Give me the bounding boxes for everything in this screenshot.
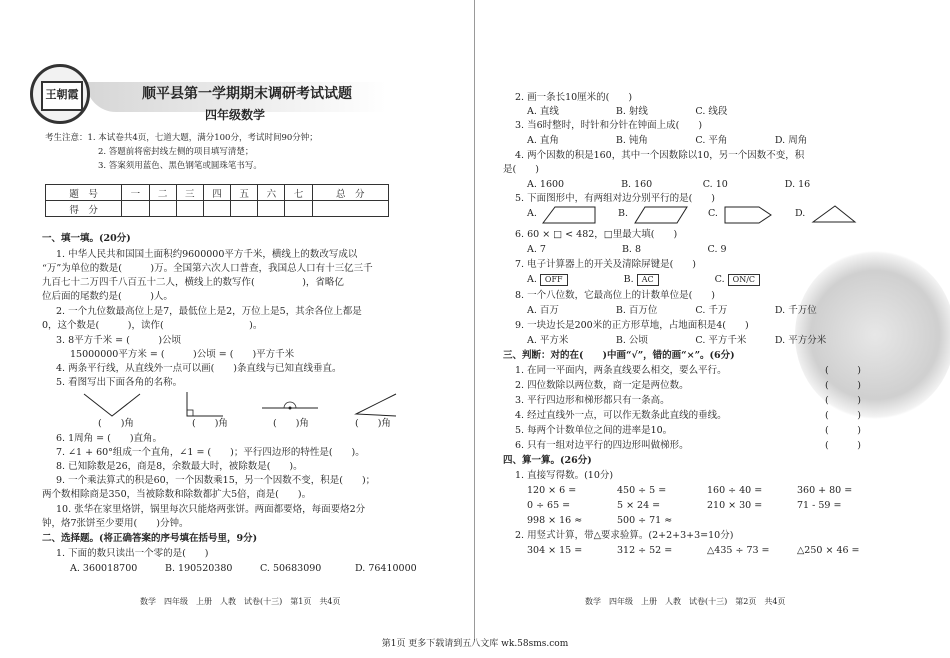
question-line: 1. 直接写得数。(10分) (515, 470, 614, 481)
option: D. 76410000 (355, 563, 417, 574)
judge-item: 4. 经过直线外一点，可以作无数条此直线的垂线。 (515, 410, 727, 421)
question-line: 8. 已知除数是26，商是8，余数最大时，被除数是( )。 (56, 461, 303, 472)
section-title: 一、填一填。(20分) (42, 233, 131, 244)
judge-item: 5. 每两个计数单位之间的进率是10。 (515, 425, 673, 436)
notice-line: 3. 答案须用蓝色、黑色钢笔或圆珠笔书写。 (98, 161, 262, 171)
publisher-logo (30, 64, 90, 124)
calc-item: 160 ÷ 40 = (707, 485, 763, 496)
ac-key: AC (637, 274, 659, 286)
question-line: 10. 张华在家里烙饼，锅里每次只能烙两张饼。两面都要烙，每面要烙2分 (56, 504, 366, 515)
page-footer: 数学 四年级 上册 人教 试卷(十三) 第2页 共4页 (585, 597, 786, 606)
question-line: 15000000平方米 = ( )公顷 = ( )平方千米 (70, 349, 295, 360)
judge-answer[interactable]: ( ) (825, 440, 861, 451)
score-header-cell: 三 (176, 185, 203, 201)
score-input-cell[interactable] (231, 201, 258, 217)
exam-subtitle: 四年级数学 (205, 108, 266, 122)
score-header-cell: 二 (149, 185, 176, 201)
score-header-cell: 一 (122, 185, 149, 201)
question-line: 两个数相除商是350，当被除数和除数都扩大5倍，商是( )。 (42, 489, 312, 500)
question-line: 1. 下面的数只读出一个零的是( ) (56, 548, 209, 559)
calc-item: 998 × 16 ≈ (527, 515, 583, 526)
question-line: 6. 60 × □ < 482，□里最大填( ) (515, 229, 678, 240)
download-notice: 第1页 更多下载请到五八文库 wk.58sms.com (381, 639, 569, 649)
score-row-label: 得 分 (46, 201, 122, 217)
option: A. (527, 208, 537, 219)
question-line: 2. 用竖式计算，带△要求验算。(2+2+3+3=10分) (515, 530, 734, 541)
calc-item: 120 × 6 = (527, 485, 577, 496)
option: D. (795, 208, 806, 219)
trapezoid-shape (541, 205, 597, 225)
option-label: A. (527, 274, 537, 285)
calc-item: 210 × 30 = (707, 500, 763, 511)
off-key: OFF (540, 274, 568, 286)
score-header-cell: 七 (285, 185, 312, 201)
option: C. 50683090 (260, 563, 322, 574)
question-line: 1. 中华人民共和国国土面积约9600000平方千米，横线上的数改写成以 (56, 249, 358, 260)
question-line: 8. 一个八位数，它最高位上的计数单位是( ) (515, 290, 715, 301)
question-line: 钟，烙7张饼至少要用( )分钟。 (42, 518, 189, 529)
vertical-calc-item: △250 × 46 = (797, 545, 860, 556)
page-footer: 数学 四年级 上册 人教 试卷(十三) 第1页 共4页 (140, 597, 341, 606)
score-input-cell[interactable] (122, 201, 149, 217)
right-page (475, 0, 950, 658)
calc-item: 5 × 24 = (617, 500, 661, 511)
judge-item: 6. 只有一组对边平行的四边形叫做梯形。 (515, 440, 689, 451)
question-line: “万”为单位的数是( )万。全国第六次人口普查，我国总人口有十三亿三千 (42, 263, 373, 274)
angle-answer: ( )角 (98, 418, 134, 429)
parallelogram-shape (633, 205, 689, 225)
pentagon-shape (723, 205, 773, 225)
score-input-cell[interactable] (149, 201, 176, 217)
question-line: 0，这个数是( )，读作( )。 (42, 320, 263, 331)
vertical-calc-item: 304 × 15 = (527, 545, 583, 556)
question-line: 5. 下面图形中，有两组对边分别平行的是( ) (515, 193, 715, 204)
question-line: 9. 一个乘法算式的积是60，一个因数乘15，另一个因数不变，积是( )； (56, 475, 376, 486)
judge-answer[interactable]: ( ) (825, 425, 861, 436)
score-input-cell[interactable] (312, 201, 388, 217)
score-input-cell[interactable] (176, 201, 203, 217)
notice-line: 考生注意：1. 本试卷共4页，七道大题，满分100分，考试时间90分钟； (45, 133, 318, 143)
right-angle-figure (185, 390, 225, 420)
option-line: A. 平方米 B. 公顷 C. 平方千米 D. 平方分米 (527, 335, 827, 346)
question-line: 4. 两个因数的积是160，其中一个因数除以10，另一个因数不变，积 (515, 150, 805, 161)
angle-answer: ( )角 (355, 418, 391, 429)
option-label: C. (714, 274, 725, 285)
option-line: A. 7 B. 8 C. 9 (527, 244, 727, 255)
vertical-calc-item: △435 ÷ 73 = (707, 545, 770, 556)
option-line: A. 直角 B. 钝角 C. 平角 D. 周角 (527, 135, 808, 146)
question-line: 2. 画一条长10厘米的( ) (515, 92, 633, 103)
question-line: 九百七十二万四千八百五十二人，横线上的数写作( )，省略亿 (42, 277, 344, 288)
judge-item: 1. 在同一平面内，两条直线要么相交，要么平行。 (515, 365, 727, 376)
judge-answer[interactable]: ( ) (825, 365, 861, 376)
score-value-row (46, 201, 389, 217)
score-header-cell: 题 号 (46, 185, 122, 201)
option: A. 360018700 (70, 563, 138, 574)
option: C. (708, 208, 718, 219)
angle-answer: ( )角 (273, 418, 309, 429)
option-line: A. 直线 B. 射线 C. 线段 (527, 106, 728, 117)
question-line: 6. 1周角 = ( )直角。 (56, 433, 163, 444)
score-header-row (46, 185, 389, 201)
exam-title: 顺平县第一学期期末调研考试试题 (142, 86, 352, 102)
judge-answer[interactable]: ( ) (825, 395, 861, 406)
option-line: A. 百万 B. 百万位 C. 千万 D. 千万位 (527, 305, 817, 316)
calc-item: 450 ÷ 5 = (617, 485, 667, 496)
question-line: 3. 当6时整时，时针和分针在钟面上成( ) (515, 120, 703, 131)
judge-answer[interactable]: ( ) (825, 380, 861, 391)
option: B. 190520380 (165, 563, 233, 574)
question-line: 2. 一个九位数最高位上是7，最低位上是2，万位上是5，其余各位上都是 (56, 306, 362, 317)
judge-item: 2. 四位数除以两位数，商一定是两位数。 (515, 380, 689, 391)
score-input-cell[interactable] (203, 201, 230, 217)
triangle-shape (811, 204, 857, 224)
onc-key: ON/C (728, 274, 760, 286)
notice-line: 2. 答题前将密封线左侧的项目填写清楚； (98, 147, 254, 157)
calc-item: 360 + 80 = (797, 485, 853, 496)
question-line: 5. 看图写出下面各角的名称。 (56, 377, 183, 388)
vertical-calc-item: 312 ÷ 52 = (617, 545, 673, 556)
score-table (45, 184, 389, 217)
question-line: 7. ∠1 + 60°组成一个直角，∠1 = ( )；平行四边形的特性是( )。 (56, 447, 365, 458)
option-line: A. 1600 B. 160 C. 10 D. 16 (527, 179, 811, 190)
calc-key-options (527, 274, 760, 286)
obtuse-angle-figure (82, 390, 142, 420)
question-line: 是( ) (503, 164, 539, 175)
judge-answer[interactable]: ( ) (825, 410, 861, 421)
section-title: 四、算一算。(26分) (503, 455, 592, 466)
calc-item: 0 ÷ 65 = (527, 500, 571, 511)
judge-item: 3. 平行四边形和梯形都只有一条高。 (515, 395, 670, 406)
question-line: 9. 一块边长是200米的正方形草地，占地面积是4( ) (515, 320, 749, 331)
section-title: 三、判断：对的在( )中画“√”，错的画“×”。(6分) (503, 350, 735, 361)
score-header-cell: 五 (231, 185, 258, 201)
score-input-cell[interactable] (285, 201, 312, 217)
question-line: 3. 8平方千米 = ( )公顷 (56, 335, 182, 346)
option-label: B. (623, 274, 634, 285)
question-line: 位后面的尾数约是( )人。 (42, 291, 173, 302)
score-header-cell: 六 (258, 185, 285, 201)
score-header-cell: 四 (203, 185, 230, 201)
score-header-cell: 总 分 (312, 185, 388, 201)
calc-item: 71 - 59 = (797, 500, 842, 511)
calc-item: 500 ÷ 71 ≈ (617, 515, 673, 526)
straight-angle-figure (260, 396, 320, 416)
score-input-cell[interactable] (258, 201, 285, 217)
logo-text: 王朝霞 (41, 81, 83, 111)
question-line: 7. 电子计算器上的开关及清除屏键是( ) (515, 259, 696, 270)
question-line: 4. 两条平行线，从直线外一点可以画( )条直线与已知直线垂直。 (56, 363, 342, 374)
acute-angle-figure (350, 390, 400, 420)
angle-answer: ( )角 (192, 418, 228, 429)
option: B. (618, 208, 629, 219)
section-title: 二、选择题。(将正确答案的序号填在括号里，9分) (42, 533, 258, 544)
